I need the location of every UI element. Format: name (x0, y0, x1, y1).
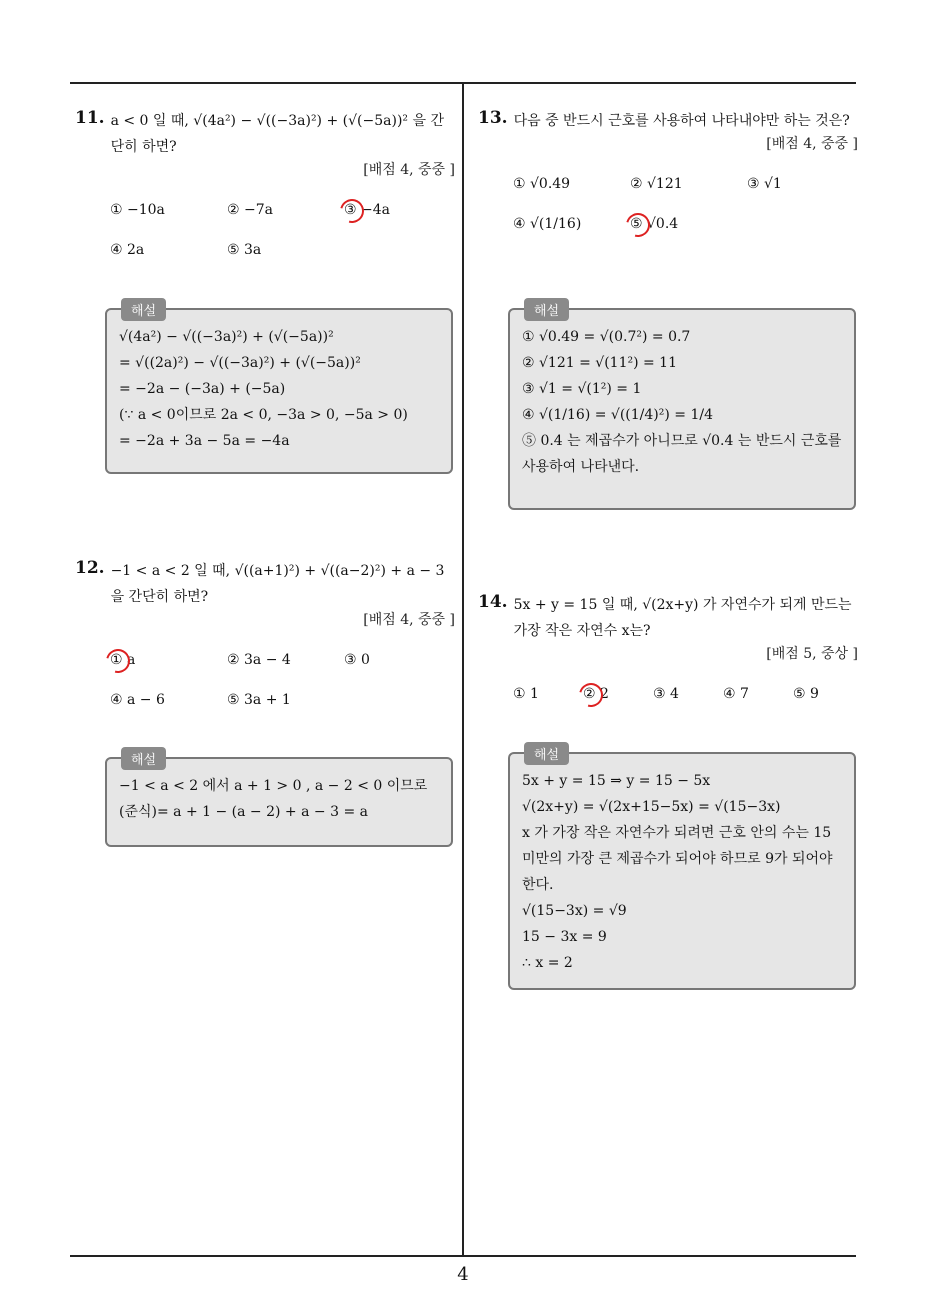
question-number: 13. (478, 108, 508, 128)
answer-mark (102, 645, 135, 678)
choice-1[interactable]: ① a (110, 652, 135, 668)
choice-5[interactable]: ⑤ 3a (227, 242, 262, 258)
solution-box-11 (105, 304, 453, 474)
question-text: a < 0 일 때, √(4a²) − √((−3a)²) + (√(−5a))² 을 간단히 하면? (110, 113, 444, 155)
choice-3[interactable]: ③ −4a (344, 202, 390, 218)
question-text: 5x + y = 15 일 때, √(2x+y) 가 자연수가 되게 만드는 가장 작은 자연수 x는? (513, 597, 852, 639)
solution-tag: 해설 (524, 298, 569, 321)
bottom-rule (70, 1255, 856, 1257)
choice-5[interactable]: ⑤ 3a + 1 (227, 692, 291, 708)
choice-4[interactable]: ④ √(1/16) (513, 216, 582, 232)
choice-4[interactable]: ④ 2a (110, 242, 145, 258)
question-text: −1 < a < 2 일 때, √((a+1)²) + √((a−2)²) + a − 3 을 간단히 하면? (110, 563, 445, 605)
choices (478, 172, 858, 262)
solution-line: x 가 가장 작은 자연수가 되려면 근호 안의 수는 15 미만의 가장 큰 제곱수가 되어야 하므로 9가 되어야 한다. (522, 825, 833, 893)
question-text: 다음 중 반드시 근호를 사용하여 나타내야만 하는 것은? (513, 113, 850, 129)
question-number: 12. (75, 558, 105, 578)
solution-line: √(2x+y) = √(2x+15−5x) = √(15−3x) (522, 799, 781, 815)
question-number: 14. (478, 592, 508, 612)
column-divider (462, 83, 464, 1257)
solution-tag: 해설 (524, 742, 569, 765)
solution-line: ⑤ 0.4 는 제곱수가 아니므로 √0.4 는 반드시 근호를 사용하여 나타낸다. (522, 433, 842, 475)
page-number: 4 (457, 1264, 469, 1285)
question-number: 11. (75, 108, 105, 128)
choices (75, 648, 455, 738)
answer-mark (336, 195, 369, 228)
choice-4[interactable]: ④ 7 (723, 686, 749, 702)
choice-3[interactable]: ③ 4 (653, 686, 679, 702)
choices (75, 198, 455, 288)
solution-line: −1 < a < 2 에서 a + 1 > 0 , a − 2 < 0 이므로 (119, 778, 428, 794)
choice-1[interactable]: ① −10a (110, 202, 165, 218)
score-difficulty: [배점 4, 중중 ] (363, 162, 455, 178)
choice-5[interactable]: ⑤ 9 (793, 686, 819, 702)
solution-line: √(15−3x) = √9 (522, 903, 627, 919)
question-12 (75, 558, 455, 738)
choice-3[interactable]: ③ 0 (344, 652, 370, 668)
choice-2[interactable]: ② −7a (227, 202, 273, 218)
solution-line: √(4a²) − √((−3a)²) + (√(−5a))² (119, 329, 334, 345)
question-11 (75, 108, 455, 288)
question-13 (478, 108, 858, 262)
choice-3[interactable]: ③ √1 (747, 176, 782, 192)
solution-tag: 해설 (121, 298, 166, 321)
score-difficulty: [배점 5, 중상 ] (766, 646, 858, 662)
solution-box-12 (105, 753, 453, 847)
solution-tag: 해설 (121, 747, 166, 770)
solution-line: ③ √1 = √(1²) = 1 (522, 381, 642, 397)
choice-2[interactable]: ② 3a − 4 (227, 652, 291, 668)
solution-line: ② √121 = √(11²) = 11 (522, 355, 677, 371)
solution-line: ④ √(1/16) = √((1/4)²) = 1/4 (522, 407, 713, 423)
choice-1[interactable]: ① √0.49 (513, 176, 571, 192)
answer-mark (575, 679, 608, 712)
choice-2[interactable]: ② 2 (583, 686, 609, 702)
solution-line: ∴ x = 2 (522, 955, 573, 971)
choice-4[interactable]: ④ a − 6 (110, 692, 165, 708)
choice-1[interactable]: ① 1 (513, 686, 539, 702)
score-difficulty: [배점 4, 중중 ] (766, 136, 858, 152)
solution-line: (준식)= a + 1 − (a − 2) + a − 3 = a (119, 804, 368, 820)
solution-line: = −2a − (−3a) + (−5a) (119, 381, 286, 397)
solution-box-13 (508, 304, 856, 510)
choice-2[interactable]: ② √121 (630, 176, 683, 192)
answer-mark (622, 209, 655, 242)
solution-box-14 (508, 748, 856, 990)
solution-line: = √((2a)²) − √((−3a)²) + (√(−5a))² (119, 355, 361, 371)
solution-line: 5x + y = 15 ⇒ y = 15 − 5x (522, 773, 711, 789)
score-difficulty: [배점 4, 중중 ] (363, 612, 455, 628)
solution-line: 15 − 3x = 9 (522, 929, 607, 945)
choice-5[interactable]: ⑤ √0.4 (630, 216, 678, 232)
solution-line: = −2a + 3a − 5a = −4a (119, 433, 290, 449)
solution-line: ① √0.49 = √(0.7²) = 0.7 (522, 329, 691, 345)
solution-line: (∵ a < 0이므로 2a < 0, −3a > 0, −5a > 0) (119, 407, 408, 423)
